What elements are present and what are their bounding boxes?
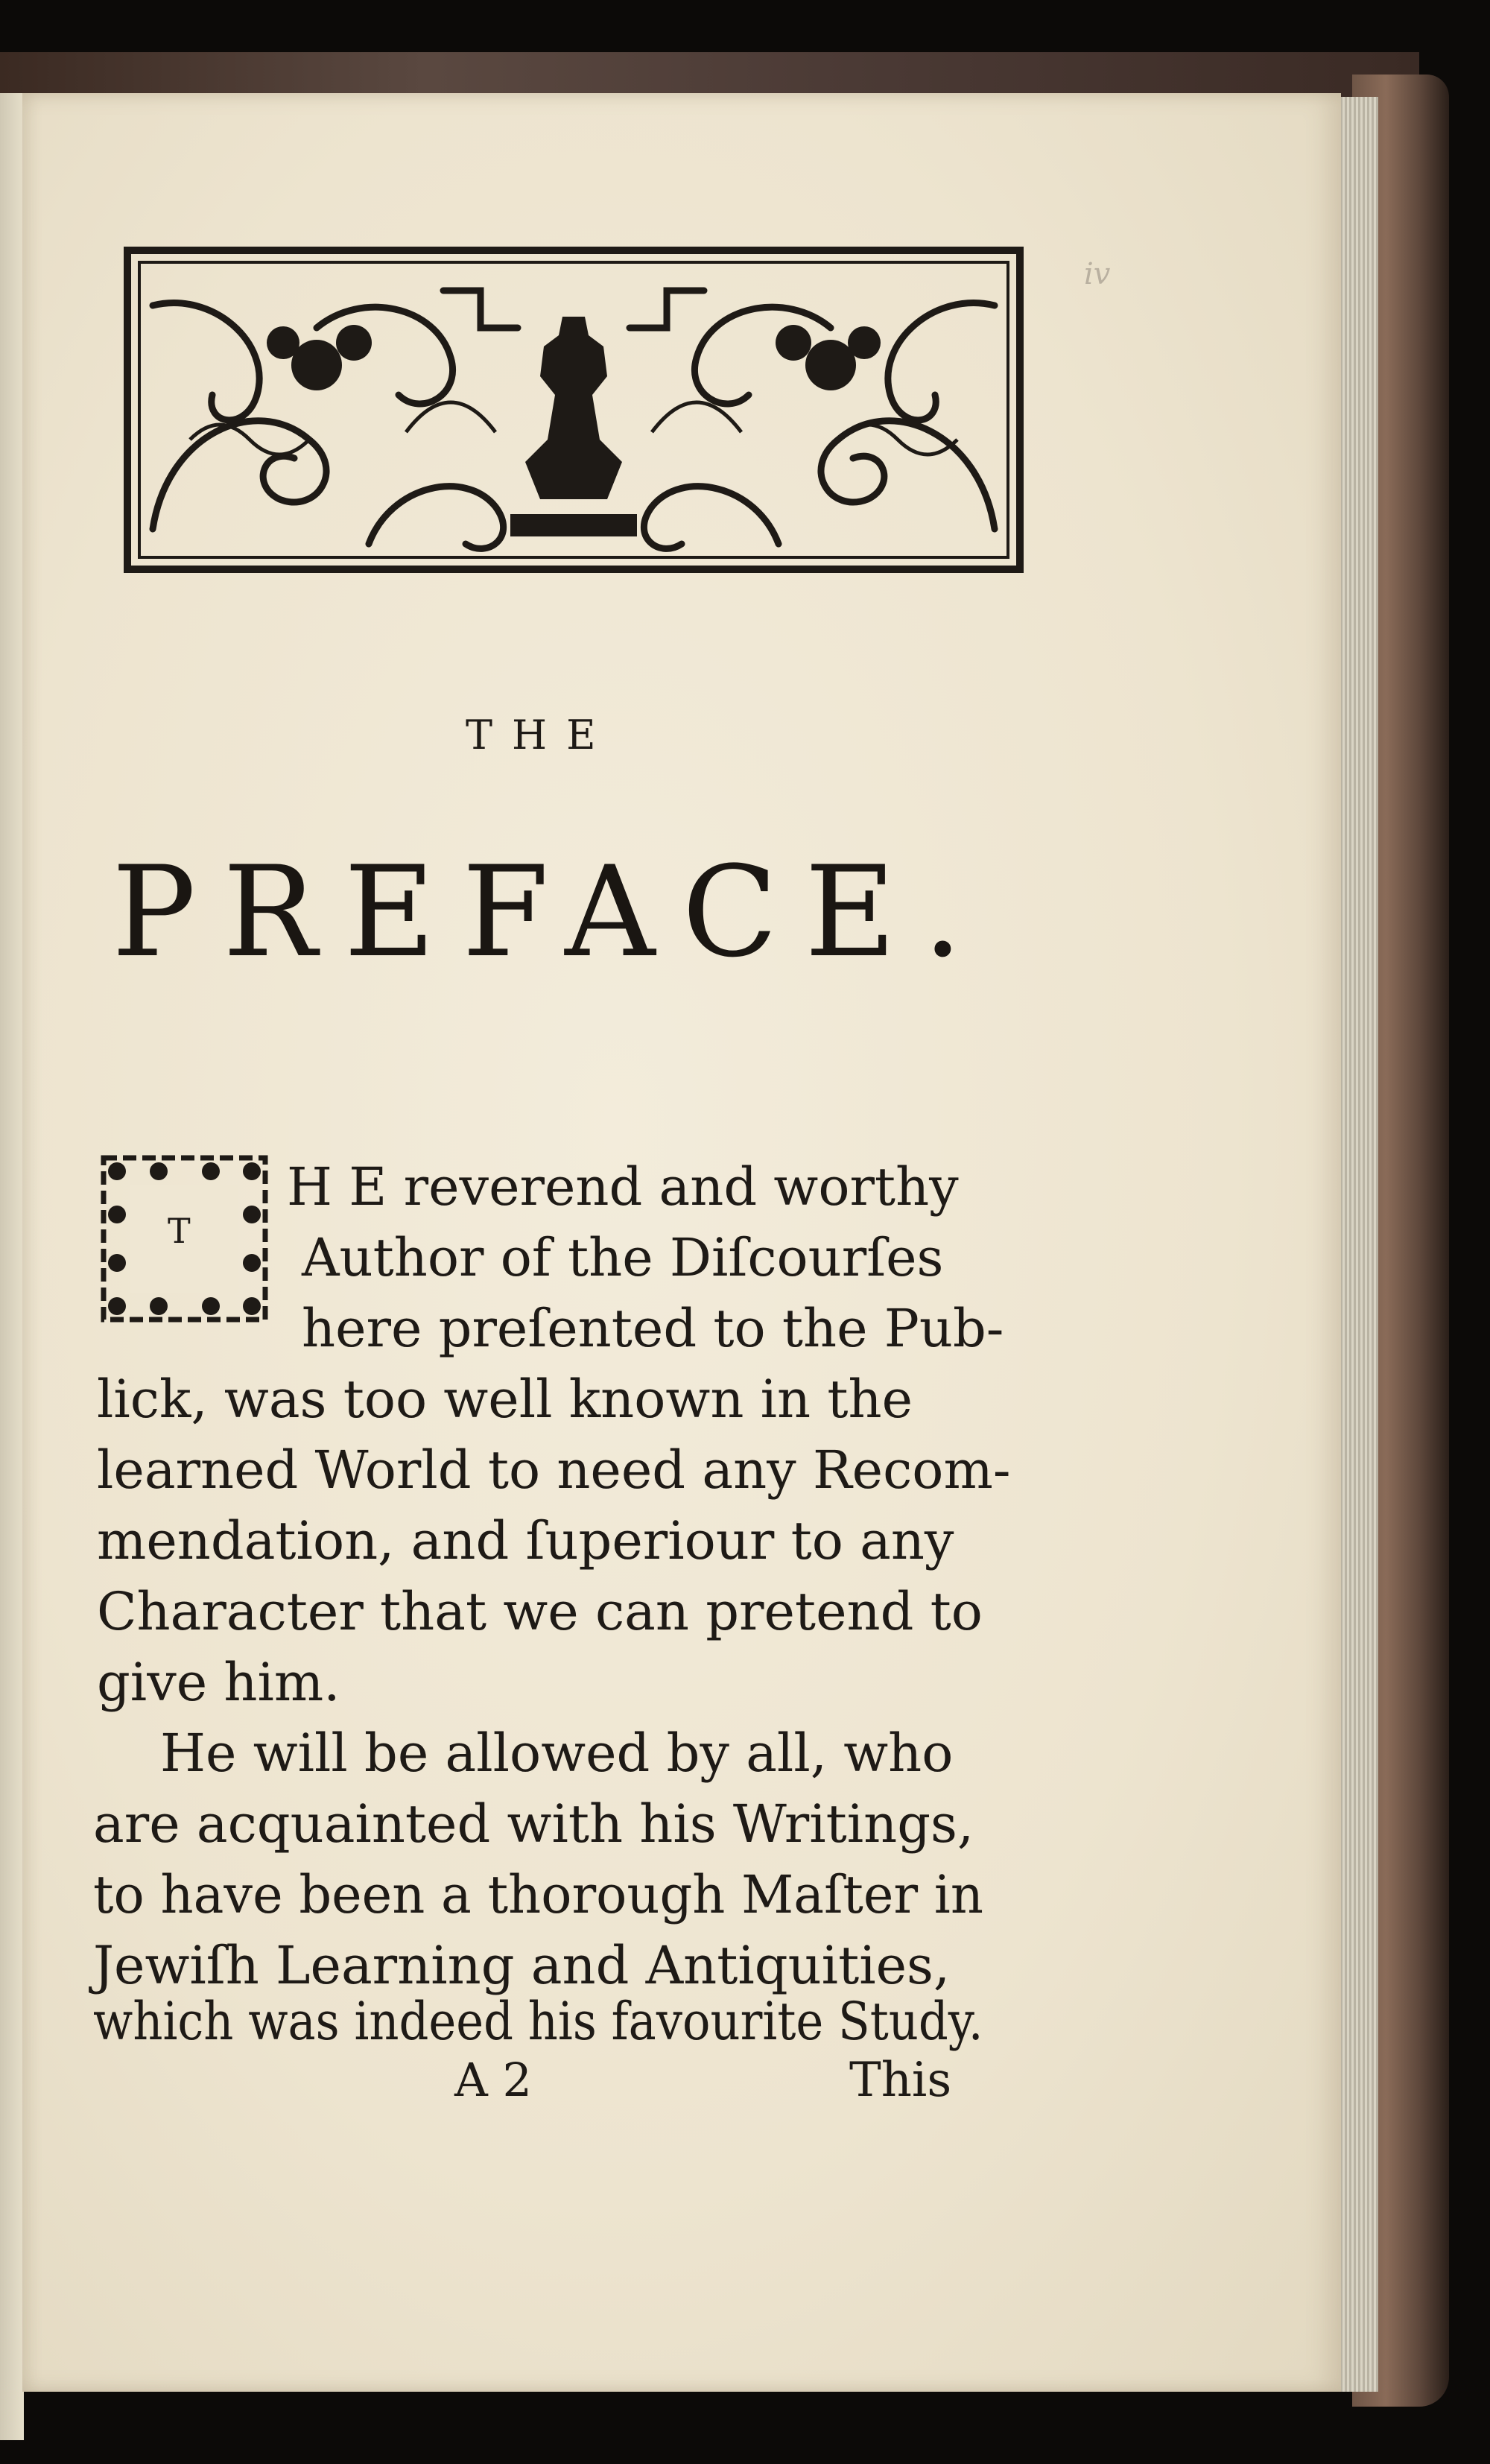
left-page-strip	[0, 93, 24, 2440]
title-the: THE	[466, 712, 615, 758]
title-preface: PREFACE.	[112, 839, 990, 985]
show-through-mark: iv	[1084, 257, 1111, 291]
text-line-4: lick, was too well known in the	[97, 1369, 913, 1430]
text-line-13: which was indeed his favourite Study.	[93, 1991, 983, 2052]
ornamental-headpiece	[123, 246, 1024, 574]
text-line-7: Character that we can pretend to	[97, 1581, 983, 1642]
text-line-5: learned World to need any Recom-	[97, 1440, 1011, 1501]
drop-cap-letter: T	[168, 1211, 191, 1251]
text-line-9: He will be allowed by all, who	[160, 1723, 954, 1784]
catchword: This	[849, 2053, 952, 2108]
text-line-6: mendation, and ſuperiour to any	[97, 1510, 954, 1571]
text-line-8: give him.	[97, 1652, 340, 1713]
text-line-2: Author of the Diſcourſes	[302, 1227, 944, 1288]
text-line-12: Jewiſh Learning and Antiquities,	[93, 1935, 951, 1996]
text-line-1: H E reverend and worthy	[287, 1156, 959, 1217]
text-line-11: to have been a thorough Maſter in	[93, 1864, 983, 1925]
text-line-3: here preſented to the Pub-	[302, 1298, 1004, 1359]
text-line-10: are acquainted with his Writings,	[93, 1793, 974, 1855]
signature-mark: A 2	[454, 2053, 532, 2107]
